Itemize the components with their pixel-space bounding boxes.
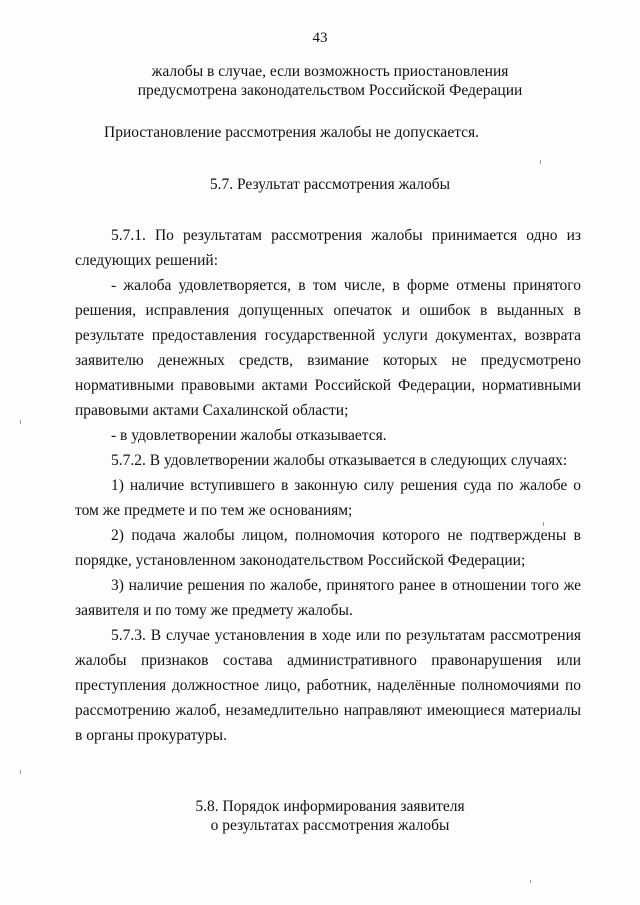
- section-5-7-heading: 5.7. Результат рассмотрения жалобы: [209, 176, 451, 193]
- scan-speck: [20, 770, 21, 774]
- paragraph-case-3: 3) наличие решения по жалобе, принятого ранее в отношении того же заявителя и по тому же предмету жалобы.: [75, 577, 581, 619]
- scan-speck: [543, 522, 544, 526]
- continuation-line-1: жалобы в случае, если возможность приостановления: [151, 63, 509, 80]
- section-5-7-body: [75, 223, 581, 748]
- paragraph-5-7-2: 5.7.2. В удовлетворении жалобы отказывается в следующих случаях:: [111, 452, 568, 469]
- scan-speck: [540, 160, 541, 164]
- section-5-8-heading-line-2: о результатах рассмотрения жалобы: [210, 817, 450, 834]
- scan-speck: [20, 420, 21, 424]
- suspension-note: Приостановление рассмотрения жалобы не допускается.: [104, 124, 480, 141]
- paragraph-5-7-1: 5.7.1. По результатам рассмотрения жалобы принимается одно из следующих решений:: [75, 227, 581, 269]
- continuation-text: [80, 62, 580, 100]
- scan-speck: [530, 880, 531, 883]
- paragraph-satisfied: - жалоба удовлетворяется, в том числе, в форме отмены принятого решения, исправления допущенных опечаток и ошибок в выданных в результате предоставления государственной услуги документах, возврата заявителю денежных средств, взимание которых не предусмотрено нормативными правовыми актами Российской Федерации, нормативными правовыми актами Сахалинской области;: [75, 277, 581, 419]
- paragraph-case-2: 2) подача жалобы лицом, полномочия которого не подтверждены в порядке, установленном законодательством Российской Федерации;: [75, 527, 581, 569]
- section-5-8-heading-line-1: 5.8. Порядок информирования заявителя: [195, 798, 465, 815]
- paragraph-refused: - в удовлетворении жалобы отказывается.: [111, 427, 387, 444]
- paragraph-case-1: 1) наличие вступившего в законную силу решения суда по жалобе о том же предмете и по тем же основаниям;: [75, 477, 581, 519]
- continuation-line-2: предусмотрена законодательством Российской Федерации: [137, 82, 523, 99]
- paragraph-5-7-3: 5.7.3. В случае установления в ходе или по результатам рассмотрения жалобы признаков состава административного правонарушения или преступления должностное лицо, работник, наделённые полномочиями по рассмотрению жалоб, незамедлительно направляют имеющиеся материалы в органы прокуратуры.: [75, 627, 581, 744]
- page-number: 43: [312, 30, 328, 46]
- section-5-8-heading: [80, 797, 580, 835]
